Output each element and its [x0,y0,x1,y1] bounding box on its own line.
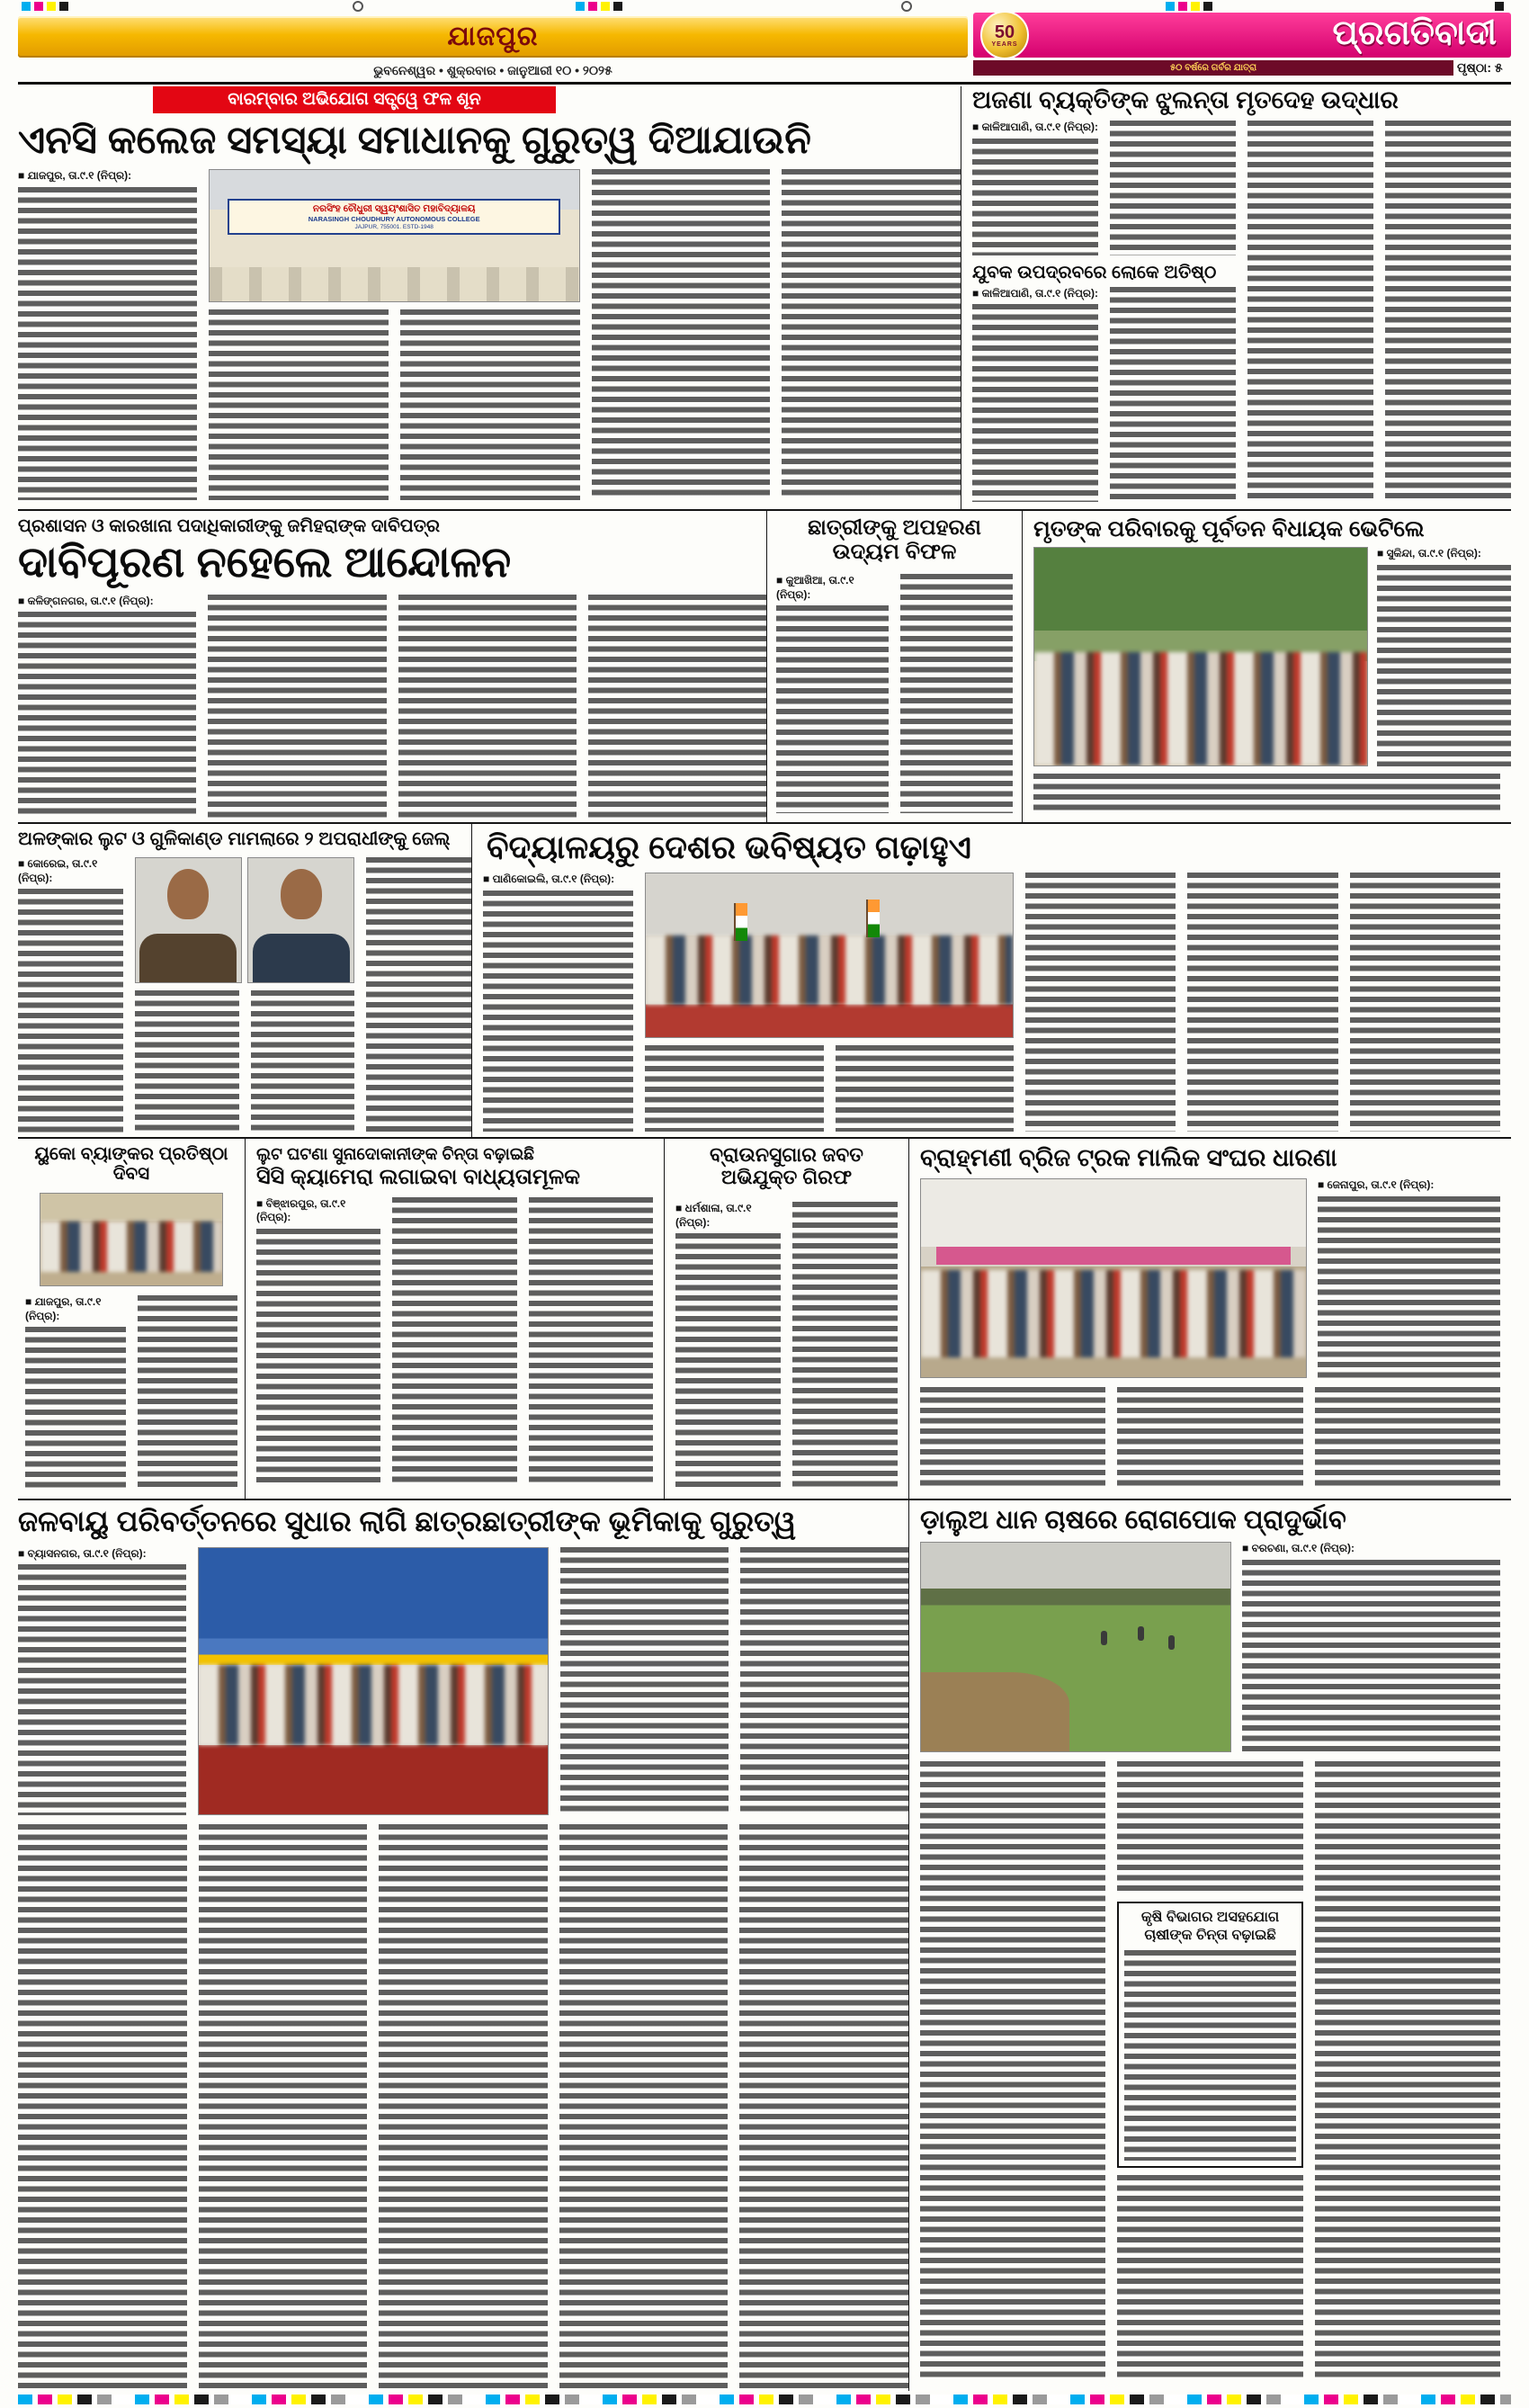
mugshot-torso [253,934,350,982]
body-text-column [900,574,1013,813]
body-text-column [1377,565,1511,766]
body-text-block [1033,774,1500,811]
body-text-column [920,1761,1105,2382]
article-nc-college [18,86,961,509]
top-print-marks [0,0,1529,13]
article-chhatri-apaharana [766,509,1022,822]
byline: ■ ଯାଜପୁର, ତା.୯.୧ (ନିପ୍ର): [18,169,132,183]
byline: ■ ସୁକିନ୍ଦା, ତା.୯.୧ (ନିପ୍ର): [1377,547,1481,559]
print-mark-black [1203,2,1212,11]
print-mark-magenta [588,2,597,11]
photo-ex-mla-meeting [1033,547,1368,766]
farmer-figure [1101,1631,1107,1645]
body-text-column [1247,121,1373,502]
hanging-subhead: ଯୁବକ ଉପଦ୍ରବରେ ଲୋକେ ଅତିଷ୍ଠ [972,263,1217,283]
article-mrutak-paribar [1022,509,1511,822]
photo-school-flag-event [645,873,1014,1038]
header-rule [18,82,1511,85]
body-text-column [483,891,633,1132]
logo-years-label: YEARS [991,40,1018,48]
dabi-kicker: ପ୍ରଶାସନ ଓ କାରଖାନା ପଦାଧିକାରୀଙ୍କୁ ଜମିହରାଙ୍କ ଦାବିପତ୍ର [18,516,441,536]
photo-truck-owners-dharana [920,1178,1307,1378]
byline: ■ କଳିଙ୍ଗନଗର, ତା.୯.୧ (ନିପ୍ର): [18,594,154,607]
article-bidyalaya-bhabishyata [471,822,1511,1137]
article-uco-bank [18,1137,245,1499]
body-text-column [1385,121,1511,502]
body-text-column [138,1295,238,1488]
brown-headline: ବ୍ରାଉନସୁଗାର ଜବତ ଅଭିଯୁକ୍ତ ଗିରଫ [710,1143,863,1188]
masthead [973,13,1511,58]
article-jalabayu-paribartana [18,1499,908,2391]
body-text-column [560,1547,729,1815]
anniversary-50-logo [980,13,1029,59]
body-text-column [1318,1196,1500,1378]
college-sign-english: NARASINGH CHOUDHURY AUTONOMOUS COLLEGE [308,215,480,224]
body-text-column [392,1197,516,1487]
bottom-print-marks [0,2391,1529,2408]
college-sign-odia: ନରସିଂହ ଚୌଧୁରୀ ସ୍ୱୟଂଶାସିତ ମହାବିଦ୍ୟାଳୟ [312,203,476,215]
body-text-column [675,1233,781,1488]
dabi-headline: ଦାବିପୂରଣ ନହେଲେ ଆନ୍ଦୋଳନ [18,539,512,586]
byline: ■ ପାଣିକୋଇଲି, ତା.୯.୧ (ନିପ୍ର): [483,873,615,886]
bidyalaya-headline: ବିଦ୍ୟାଳୟରୁ ଦେଶର ଭବିଷ୍ୟତ ଗଢ଼ାହୁଏ [487,828,971,865]
uco-headline: ୟୁକୋ ବ୍ୟାଙ୍କର ପ୍ରତିଷ୍ଠା ଦିବସ [34,1144,228,1185]
article-brown-sugar [664,1137,908,1499]
lead-kicker: ବାରମ୍ବାର ଅଭିଯୋଗ ସତ୍ତ୍ୱେ ଫଳ ଶୂନ [153,86,556,113]
body-text-column [208,595,386,818]
byline: ■ କୁଆଖିଆ, ତା.୯.୧ (ନିପ୍ର): [776,574,854,601]
body-text-column [740,1547,908,1815]
inset-box-text [1124,1950,1295,2161]
dateline: ଭୁବନେଶ୍ୱର • ଶୁକ୍ରବାର • ଜାନୁଆରୀ ୧୦ • ୨୦୨୫ [373,63,612,77]
mugshot-head [167,869,209,919]
crowd-band [199,1665,547,1745]
print-mark-cyan [1166,2,1175,11]
logo-number: 50 [994,22,1015,42]
brahmani-headline: ବ୍ରାହ୍ମଣୀ ବ୍ରିଜ ଟ୍ରକ ମାଲିକ ସଂଘର ଧାରଣା [920,1144,1337,1171]
body-text-column [18,1824,187,2389]
body-text-column [366,857,471,1134]
cc-headline: ସିସି କ୍ୟାମେରା ଲଗାଇବା ବାଧ୍ୟତାମୂଳକ [256,1165,580,1189]
farmer-figure [1168,1635,1175,1650]
registration-circle [353,1,363,12]
mugshot-torso [139,934,237,982]
body-text-column [1187,873,1337,1132]
lead-headline: ଏନସି କଲେଜ ସମସ୍ୟା ସମାଧାନକୁ ଗୁରୁତ୍ୱ ଦିଆଯାଉନି [18,119,811,162]
anniversary-strip: ୫୦ ବର୍ଷରେ ଗର୍ବର ଯାତ୍ରା [973,60,1453,76]
byline: ■ କାଳିଆପାଣି, ତା.୯.୧ (ନିପ୍ର): [972,286,1099,300]
farmer-figure [1138,1626,1144,1641]
article-dabipurana [18,509,766,822]
body-text-column [559,1824,729,2389]
print-mark-yellow [601,2,610,11]
print-mark-magenta [34,2,43,11]
color-control-strip [18,2395,1511,2404]
page-header [0,13,1529,86]
body-text-column [529,1197,653,1487]
college-sign-board [228,199,560,235]
india-flag [866,900,880,937]
crowd-band [921,1270,1306,1357]
jalabayu-headline: ଜଳବାୟୁ ପରିବର୍ତ୍ତନରେ ସୁଧାର ଲାଗି ଛାତ୍ରଛାତ୍ରୀଙ୍କ ଭୂମିକାକୁ ଗୁରୁତ୍ୱ [18,1505,797,1537]
india-flag [734,903,747,941]
body-text-column [588,595,766,818]
edition-band [18,16,968,58]
body-text-column [256,1229,380,1487]
body-text-column [920,1387,1105,1490]
crowd-band [646,935,1013,1004]
article-alankara-lut [18,822,471,1137]
crowd-band [40,1222,222,1272]
body-text-column [782,169,961,500]
body-text-column [18,612,196,817]
body-text-column [645,1045,823,1132]
inset-box-krushi-bibhaga [1117,1902,1302,2168]
photo-students-awards [198,1547,548,1815]
cc-kicker: ଲୁଟ ଘଟଣା ସୁନାଦୋକାନୀଙ୍କ ଚିନ୍ତା ବଢ଼ାଇଛି [256,1144,535,1163]
body-text-column [1350,873,1500,1132]
body-text-column [398,595,577,818]
photo-accused-mugshot-2 [247,857,354,983]
article-hanging-body [961,86,1511,509]
alankar-headline: ଅଳଙ୍କାର ଲୁଟ ଓ ଗୁଳିକାଣ୍ଡ ମାମଲାରେ ୨ ଅପରାଧୀଙ୍କୁ ଜେଲ୍ [18,828,451,849]
body-text-column [199,1824,368,2389]
mrutak-headline: ମୃତଙ୍କ ପରିବାରକୁ ପୂର୍ବତନ ବିଧାୟକ ଭେଟିଲେ [1033,516,1425,542]
print-mark-magenta [1178,2,1187,11]
body-text-column [1110,121,1236,255]
dharana-banner [936,1247,1291,1265]
registration-circle [901,1,912,12]
body-text-column [776,605,889,813]
byline: ■ ଯାଜପୁର, ତା.୯.୧ (ନିପ୍ର): [25,1295,102,1322]
body-text-column [135,990,239,1134]
photo-uco-bank-event [40,1193,223,1286]
crowd-band [1034,652,1367,765]
body-text-column [1315,1761,1500,2382]
body-text-column [739,1824,908,2389]
body-text-column [836,1045,1014,1132]
body-text-column [972,139,1098,255]
print-mark-cyan [576,2,585,11]
byline: ■ କାଳିଆପାଣି, ତା.୯.୧ (ନିପ୍ର): [972,121,1099,134]
byline: ■ ବ୍ୟାସନଗର, ତା.୯.୧ (ନିପ୍ର): [18,1546,147,1560]
publication-title: ପ୍ରଗତିବାଦୀ [1332,14,1497,52]
body-text-column [25,1327,126,1488]
article-brahmani-dharana [908,1137,1511,1499]
photo-paddy-field [920,1542,1231,1752]
body-text-column [379,1824,548,2389]
byline: ■ କୋରେଇ, ତା.୯.୧ (ନିପ୍ର): [18,856,98,884]
byline: ■ ଜେନାପୁର, ତା.୯.୧ (ନିପ୍ର): [1318,1178,1435,1192]
page-number: ପୃଷ୍ଠା: ୫ [1457,60,1503,75]
print-mark-yellow [47,2,56,11]
print-mark-black [1495,2,1504,11]
field-mud-patch [921,1672,1069,1751]
body-text-column [209,309,389,500]
chhatri-headline: ଛାତ୍ରୀଙ୍କୁ ଅପହରଣ ଉଦ୍ୟମ ବିଫଳ [808,515,981,564]
body-text-block [1117,2175,1302,2382]
mugshot-head [281,869,322,919]
print-mark-black [613,2,622,11]
dalua-headline: ଡ଼ାଲୁଅ ଧାନ ଚାଷରେ ରୋଗପୋକ ପ୍ରାଦୁର୍ଭାବ [920,1506,1346,1535]
body-text-block [1117,1761,1302,1894]
body-text-column [400,309,580,500]
article-dalua-dhana [908,1499,1511,2391]
byline: ■ ବରଚଣା, ତା.୯.୧ (ନିପ୍ର): [1242,1542,1355,1555]
body-text-column [592,169,771,500]
photo-nc-college-building [209,169,580,302]
inset-box-title: କୃଷି ବିଭାଗର ଅସହଯୋଗ ଚାଷୀଙ୍କ ଚିନ୍ତା ବଢ଼ାଇଛି [1140,1910,1280,1944]
body-text-column [18,1564,186,1814]
body-text-column [18,187,197,500]
body-text-column [1242,1560,1500,1752]
print-mark-black [59,2,68,11]
body-text-column [1025,873,1176,1132]
byline: ■ ଧର୍ମଶାଳା, ତା.୯.୧ (ନିପ୍ର): [675,1202,752,1229]
body-text-column [1315,1387,1500,1490]
body-text-column [972,304,1098,502]
print-mark-yellow [1191,2,1200,11]
print-mark-cyan [22,2,31,11]
body-text-column [792,1202,898,1488]
edition-title: ଯାଜପୁର [447,22,539,51]
college-sign-sub: JAJPUR, 755001. ESTD-1948 [354,224,434,231]
body-text-column [1110,287,1236,503]
photo-accused-mugshot-1 [135,857,242,983]
hanging-headline: ଅଜଣା ବ୍ୟକ୍ତିଙ୍କ ଝୁଲନ୍ତା ମୃତଦେହ ଉଦ୍ଧାର [972,86,1399,113]
body-text-column [251,990,355,1134]
body-text-column [18,889,123,1134]
byline: ■ ବିଞ୍ଝାରପୁର, ତା.୯.୧ (ନିପ୍ର): [256,1196,346,1224]
article-cc-camera [245,1137,664,1499]
body-text-column [1117,1387,1302,1490]
